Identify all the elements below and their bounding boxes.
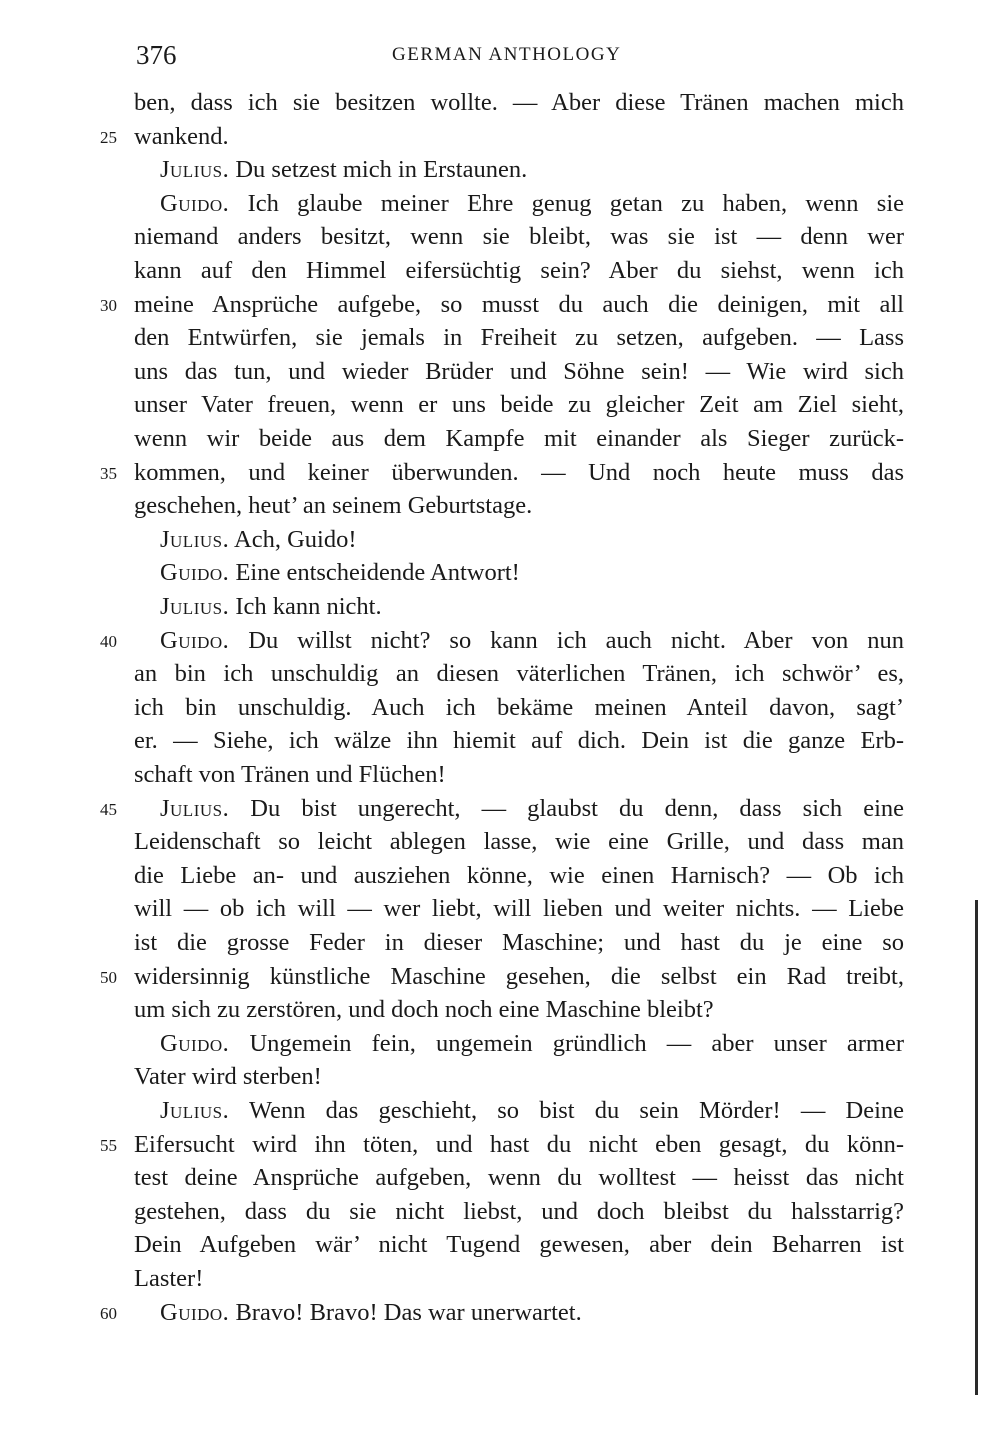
line-text xyxy=(160,1094,904,1128)
text-line xyxy=(0,859,1000,893)
line-text xyxy=(160,624,904,658)
line-text xyxy=(134,926,904,960)
text-line xyxy=(0,1161,1000,1195)
line-content: Vater wird sterben! xyxy=(134,1063,322,1091)
text-line xyxy=(0,1296,1000,1330)
text-line xyxy=(0,792,1000,826)
line-text xyxy=(160,556,904,590)
line-content: unser Vater freuen, wenn er uns beide zu gleicher Zeit am Ziel sieht, xyxy=(134,391,904,419)
text-line xyxy=(0,892,1000,926)
text-line xyxy=(0,1195,1000,1229)
line-content: Du bist ungerecht, — glaubst du denn, dass sich eine xyxy=(250,794,904,822)
line-text xyxy=(134,355,904,389)
text-line xyxy=(0,1128,1000,1162)
line-content: wenn wir beide aus dem Kampfe mit einander als Sieger zurück- xyxy=(134,425,904,452)
line-content: an bin ich unschuldig an diesen väterlichen Tränen, ich schwör’ es, xyxy=(134,660,904,688)
line-content: will — ob ich will — wer liebt, will lieben und weiter nichts. — Liebe xyxy=(134,895,904,923)
line-text xyxy=(134,691,904,725)
line-number: 35 xyxy=(100,463,117,483)
text-line xyxy=(0,456,1000,490)
line-content: den Entwürfen, sie jemals in Freiheit zu setzen, aufgeben. — Lass xyxy=(134,324,904,352)
line-text xyxy=(134,724,904,758)
line-content: Leidenschaft so leicht ablegen lasse, wie eine Grille, und dass man xyxy=(134,828,904,856)
text-line xyxy=(0,187,1000,221)
line-text xyxy=(134,859,904,893)
line-text xyxy=(160,523,904,557)
line-content: meine Ansprüche aufgebe, so musst du auch die deinigen, mit all xyxy=(134,290,904,318)
line-content: geschehen, heut’ an seinem Geburtstage. xyxy=(134,492,533,520)
speaker-name: Julius. xyxy=(160,1097,230,1124)
line-number: 60 xyxy=(100,1303,117,1323)
text-line xyxy=(0,624,1000,658)
speaker-name: Guido. xyxy=(160,626,230,654)
line-number: 50 xyxy=(100,967,117,987)
line-content: widersinnig künstliche Maschine gesehen, die selbst ein Rad treibt, xyxy=(134,962,904,990)
text-line xyxy=(0,1060,1000,1094)
line-content: Ich kann nicht. xyxy=(235,593,382,620)
line-text xyxy=(134,456,904,490)
line-content: Dein Aufgeben wär’ nicht Tugend gewesen, aber dein Beharren ist xyxy=(134,1231,904,1259)
line-content: Bravo! Bravo! Das war unerwartet. xyxy=(235,1298,582,1326)
line-content: kann auf den Himmel eifersüchtig sein? Aber du siehst, wenn ich xyxy=(134,257,904,284)
line-text xyxy=(134,254,904,288)
line-content: Ach, Guido! xyxy=(234,525,357,553)
speaker-name: Guido. xyxy=(160,1029,230,1057)
text-line xyxy=(0,691,1000,725)
text-line xyxy=(0,825,1000,859)
text-line xyxy=(0,657,1000,691)
line-text xyxy=(134,288,904,322)
line-text xyxy=(160,590,904,624)
line-text xyxy=(134,758,904,792)
line-content: uns das tun, und wieder Brüder und Söhne sein! — Wie wird sich xyxy=(134,357,904,385)
line-content: Ich glaube meiner Ehre genug getan zu haben, wenn sie xyxy=(247,189,905,217)
line-content: niemand anders besitzt, wenn sie bleibt, was sie ist — denn wer xyxy=(134,223,904,251)
line-text xyxy=(160,187,904,221)
line-text xyxy=(134,422,904,456)
text-line xyxy=(0,288,1000,322)
text-line xyxy=(0,1228,1000,1262)
line-text xyxy=(134,120,904,154)
line-text xyxy=(160,1296,904,1330)
text-line xyxy=(0,960,1000,994)
text-line xyxy=(0,556,1000,590)
text-line xyxy=(0,1262,1000,1296)
line-text xyxy=(134,321,904,355)
line-content: schaft von Tränen und Flüchen! xyxy=(134,761,446,788)
text-line xyxy=(0,388,1000,422)
line-content: wankend. xyxy=(134,122,229,150)
line-content: um sich zu zerstören, und doch noch eine Maschine bleibt? xyxy=(134,996,714,1024)
line-text xyxy=(134,1161,904,1195)
line-number: 30 xyxy=(100,295,117,315)
line-text xyxy=(134,657,904,691)
line-text xyxy=(134,960,904,994)
speaker-name: Julius. xyxy=(160,525,230,553)
line-number: 40 xyxy=(100,631,117,651)
text-line xyxy=(0,153,1000,187)
speaker-name: Guido. xyxy=(160,1298,230,1326)
line-text xyxy=(160,1027,904,1061)
text-line xyxy=(0,523,1000,557)
line-content: Eifersucht wird ihn töten, und hast du nicht eben gesagt, du könn- xyxy=(134,1130,904,1158)
line-text xyxy=(134,388,904,422)
text-line xyxy=(0,422,1000,456)
line-text xyxy=(134,489,904,523)
line-content: die Liebe an- und ausziehen könne, wie einen Harnisch? — Ob ich xyxy=(134,861,904,889)
speaker-name: Guido. xyxy=(160,559,230,587)
line-content: Du setzest mich in Erstaunen. xyxy=(235,156,528,184)
text-line xyxy=(0,489,1000,523)
text-line xyxy=(0,926,1000,960)
line-content: Ungemein fein, ungemein gründlich — aber unser armer xyxy=(249,1029,904,1057)
line-text xyxy=(134,1262,904,1296)
text-line xyxy=(0,993,1000,1027)
text-line xyxy=(0,724,1000,758)
text-line xyxy=(0,1094,1000,1128)
line-text xyxy=(134,825,904,859)
line-text xyxy=(134,1228,904,1262)
line-number: 25 xyxy=(100,127,117,147)
speaker-name: Julius. xyxy=(160,794,230,822)
text-line xyxy=(0,120,1000,154)
line-text xyxy=(134,993,904,1027)
text-line xyxy=(0,1027,1000,1061)
line-text xyxy=(134,86,904,120)
line-text xyxy=(134,892,904,926)
line-text xyxy=(134,1128,904,1162)
speaker-name: Julius. xyxy=(160,156,230,184)
line-text xyxy=(134,1195,904,1229)
line-content: gestehen, dass du sie nicht liebst, und doch bleibst du halsstarrig? xyxy=(134,1197,904,1225)
text-line xyxy=(0,355,1000,389)
line-content: er. — Siehe, ich wälze ihn hiemit auf dich. Dein ist die ganze Erb- xyxy=(134,727,904,755)
running-title: GERMAN ANTHOLOGY xyxy=(392,44,622,65)
line-number: 55 xyxy=(100,1135,117,1155)
text-line xyxy=(0,254,1000,288)
line-content: Laster! xyxy=(134,1265,204,1292)
line-content: Eine entscheidende Antwort! xyxy=(235,559,520,587)
line-content: ist die grosse Feder in dieser Maschine; und hast du je eine so xyxy=(134,929,904,956)
line-number: 45 xyxy=(100,799,117,819)
line-text xyxy=(160,153,904,187)
line-content: Du willst nicht? so kann ich auch nicht. Aber von nun xyxy=(248,626,904,654)
line-text xyxy=(160,792,904,826)
line-content: test deine Ansprüche aufgeben, wenn du wolltest — heisst das nicht xyxy=(134,1164,904,1192)
text-line xyxy=(0,758,1000,792)
text-line xyxy=(0,590,1000,624)
speaker-name: Julius. xyxy=(160,593,230,620)
page-header xyxy=(0,40,1000,80)
text-line xyxy=(0,86,1000,120)
line-content: ich bin unschuldig. Auch ich bekäme meinen Anteil davon, sagt’ xyxy=(134,693,904,721)
speaker-name: Guido. xyxy=(160,189,230,217)
page-edge-shadow xyxy=(975,900,978,1395)
text-line xyxy=(0,321,1000,355)
line-content: ben, dass ich sie besitzen wollte. — Aber diese Tränen machen mich xyxy=(134,89,904,116)
line-text xyxy=(134,1060,904,1094)
text-line xyxy=(0,220,1000,254)
line-text xyxy=(134,220,904,254)
page-number: 376 xyxy=(136,40,177,70)
line-content: Wenn das geschieht, so bist du sein Mörder! — Deine xyxy=(248,1097,904,1124)
line-content: kommen, und keiner überwunden. — Und noch heute muss das xyxy=(134,458,904,486)
